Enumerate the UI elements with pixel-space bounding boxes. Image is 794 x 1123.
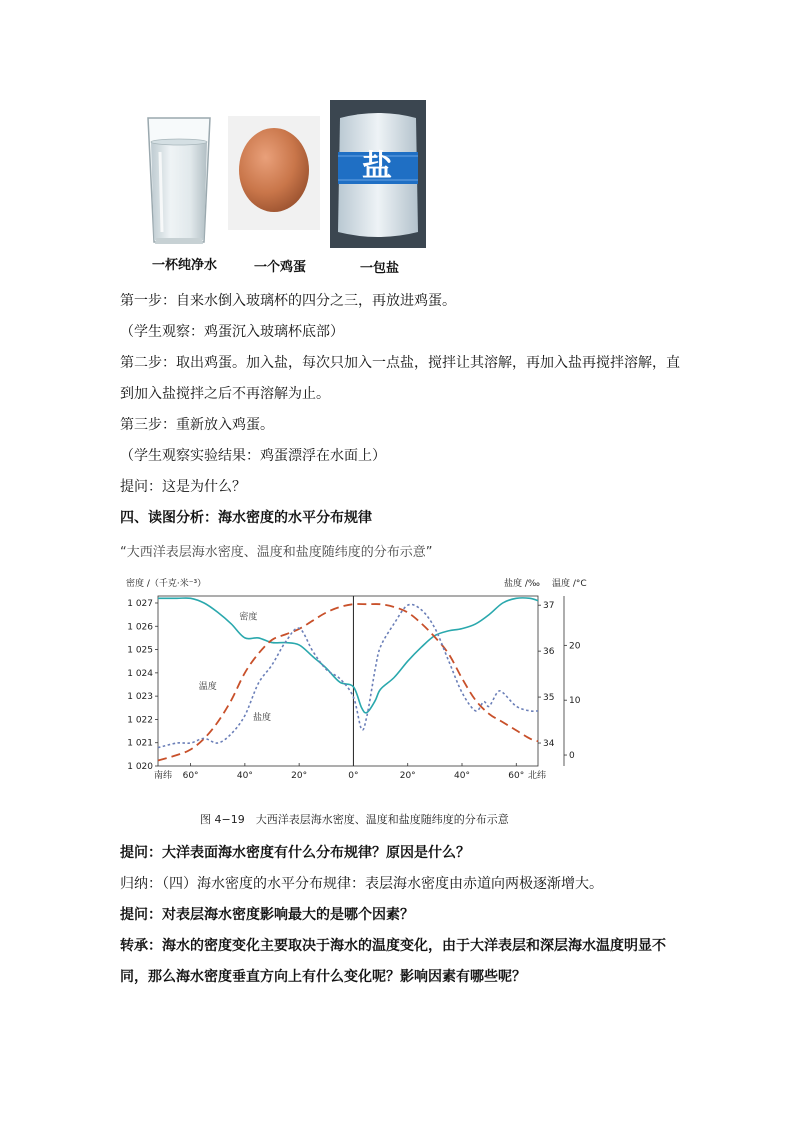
x-tick-label: 40° (236, 771, 253, 781)
salinity-tick-label: 37 (543, 601, 555, 612)
density-tick-label: 1 020 (127, 762, 153, 772)
salinity-tick-label: 34 (543, 739, 555, 750)
salt-bag-photo (330, 100, 426, 248)
step-2-line-2: 到加入盐搅拌之后不再溶解为止。 (120, 386, 330, 402)
series-line-density (158, 598, 538, 713)
latitude-distribution-chart (120, 570, 600, 788)
density-axis-label: 密度 /（千克·米⁻³） (126, 579, 207, 589)
x-tick-label: 40° (454, 771, 470, 781)
x-tick-label: 20° (399, 771, 416, 781)
transition-line-1: 转承：海水的密度变化主要取决于海水的温度变化，由于大洋表层和深层海水温度明显不 (120, 938, 666, 954)
series-label-density: 密度 (239, 612, 258, 623)
series-label-salinity: 盐度 (253, 713, 272, 724)
temperature-tick-label: 10 (569, 696, 581, 707)
salinity-axis-label: 盐度 /‰ (504, 579, 540, 589)
observation-1: （学生观察：鸡蛋沉入玻璃杯底部） (120, 324, 344, 340)
density-tick-label: 1 024 (127, 668, 153, 679)
question-2: 提问：大洋表面海水密度有什么分布规律？原因是什么？ (120, 845, 470, 861)
series-label-temperature: 温度 (198, 682, 217, 693)
salt-caption: 一包盐 (360, 261, 400, 276)
step-2-line-1: 第二步：取出鸡蛋。加入盐，每次只加入一点盐，搅拌让其溶解，再加入盐再搅拌溶解，直 (120, 355, 680, 371)
density-tick-label: 1 022 (127, 715, 153, 726)
x-tick-label: 20° (291, 771, 308, 781)
x-tick-label: 0° (348, 771, 359, 781)
observation-2: （学生观察实验结果：鸡蛋漂浮在水面上） (120, 448, 386, 464)
density-tick-label: 1 025 (127, 645, 153, 656)
summary: 归纳：（四）海水密度的水平分布规律：表层海水密度由赤道向两极逐渐增大。 (120, 876, 603, 892)
density-tick-label: 1 023 (127, 692, 153, 703)
salt-bag-label: 盐 (362, 149, 392, 184)
figure-title: “大西洋表层海水密度、温度和盐度随纬度的分布示意” (120, 545, 433, 560)
temperature-tick-label: 0 (569, 751, 575, 762)
water-glass-photo (142, 112, 216, 248)
x-tick-label-north: 北纬 (527, 771, 546, 781)
section-heading: 四、读图分析：海水密度的水平分布规律 (120, 510, 372, 526)
water-caption: 一杯纯净水 (152, 258, 218, 273)
x-tick-label-south: 南纬 (154, 771, 173, 781)
transition-line-2: 同，那么海水密度垂直方向上有什么变化呢？影响因素有哪些呢？ (120, 969, 526, 985)
salinity-tick-label: 35 (543, 693, 555, 704)
salinity-tick-label: 36 (543, 647, 555, 658)
temperature-axis-label: 温度 /°C (552, 579, 587, 589)
temperature-tick-label: 20 (569, 641, 581, 652)
question-1: 提问：这是为什么？ (120, 479, 246, 495)
series-line-salinity (158, 604, 538, 747)
figure-caption: 图 4−19 大西洋表层海水密度、温度和盐度随纬度的分布示意 (200, 813, 509, 826)
density-tick-label: 1 021 (127, 738, 153, 749)
step-1: 第一步：自来水倒入玻璃杯的四分之三，再放进鸡蛋。 (120, 293, 456, 309)
question-3: 提问：对表层海水密度影响最大的是哪个因素？ (120, 907, 414, 923)
glass-icon (142, 112, 216, 248)
egg-icon (228, 116, 320, 230)
x-tick-label: 60° (508, 771, 525, 781)
step-3: 第三步：重新放入鸡蛋。 (120, 417, 274, 433)
x-tick-label: 60° (182, 771, 199, 781)
density-tick-label: 1 027 (127, 598, 153, 609)
density-tick-label: 1 026 (127, 622, 153, 633)
egg-photo (228, 116, 320, 230)
egg-caption: 一个鸡蛋 (254, 260, 307, 275)
